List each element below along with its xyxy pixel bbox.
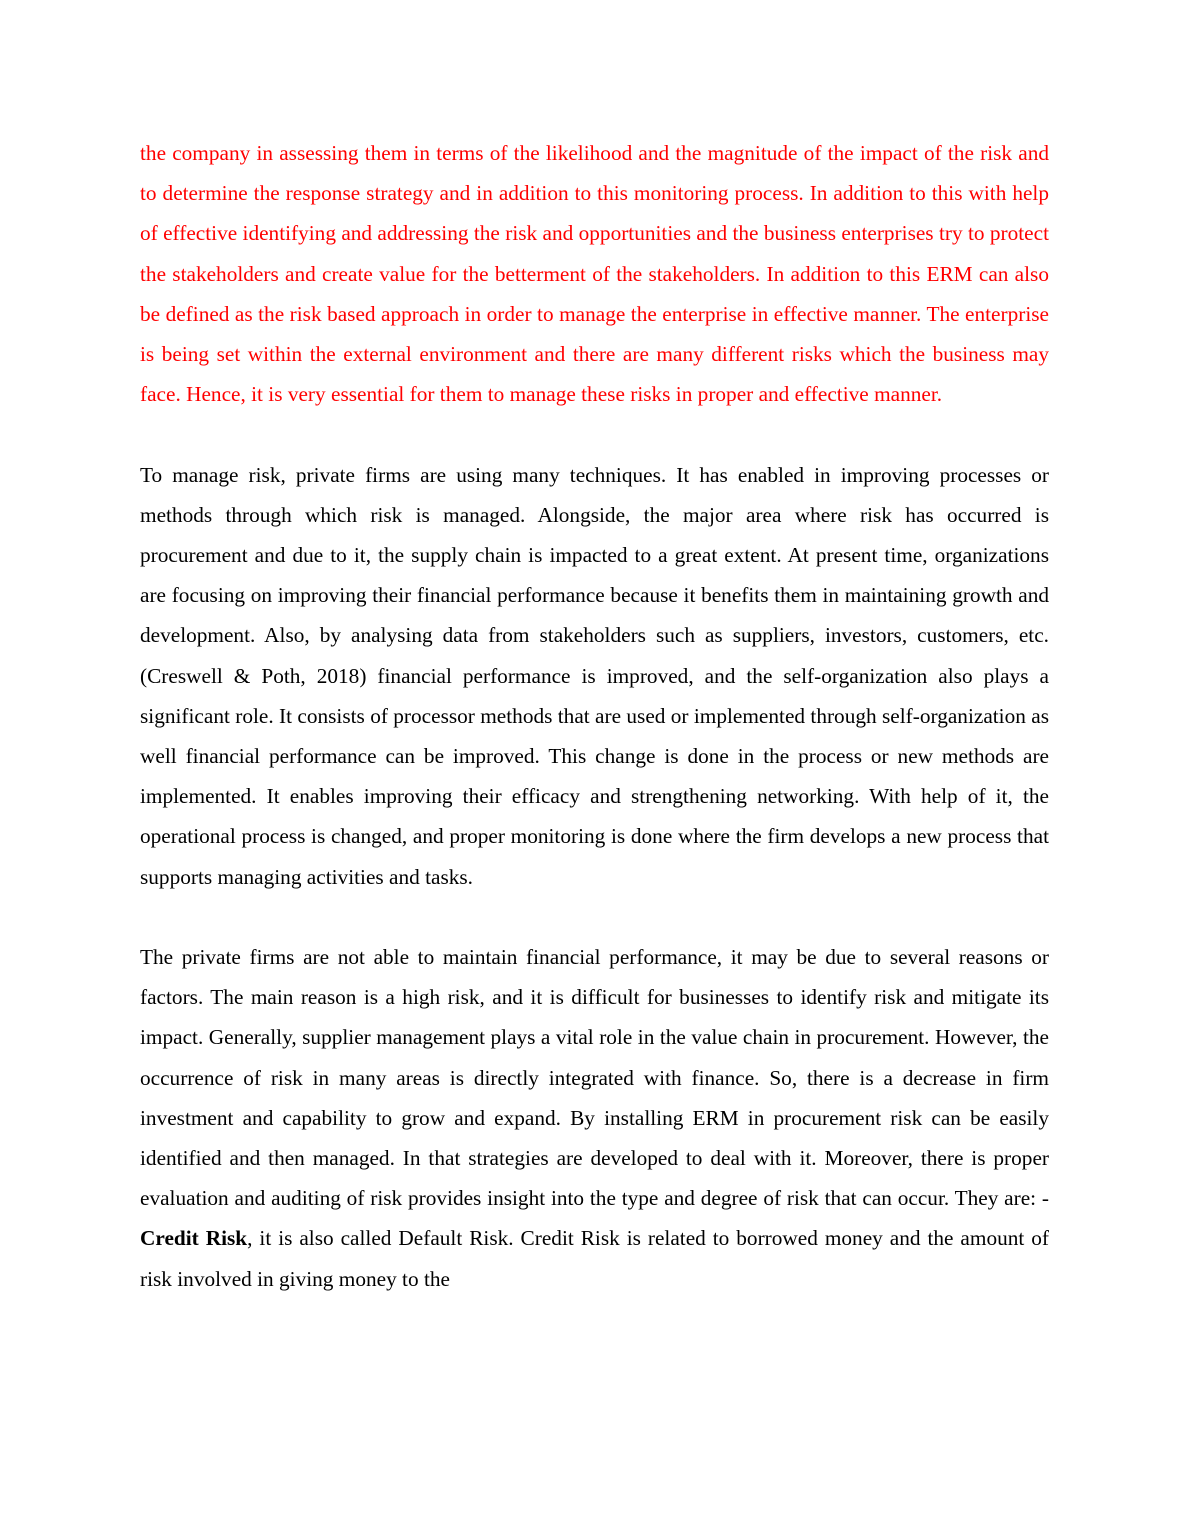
paragraph-text-after: , it is also called Default Risk. Credit Risk is related to borrowed money and the amount of risk involved in giving money to the bbox=[140, 1226, 1049, 1291]
paragraph-managing-risk: To manage risk, private firms are using many techniques. It has enabled in improving processes or methods through which risk is managed. Alongside, the major area where risk has occurred is procurement and due to it, the supply chain is impacted to a great extent. At present time, organizations are focusing on improving their financial performance because it benefits them in maintaining growth and development. Also, by analysing data from stakeholders such as suppliers, investors, customers, etc. (Creswell & Poth, 2018) financial performance is improved, and the self-organization also plays a significant role. It consists of processor methods that are used or implemented through self-organization as well financial performance can be improved. This change is done in the process or new methods are implemented. It enables improving their efficacy and strengthening networking. With help of it, the operational process is changed, and proper monitoring is done where the firm develops a new process that supports managing activities and tasks. bbox=[140, 462, 1049, 889]
paragraph-erm-definition: the company in assessing them in terms of the likelihood and the magnitude of the impact of the risk and to determine the response strategy and in addition to this monitoring process. In addition to this with help of effective identifying and addressing the risk and opportunities and the business enterprises try to protect the stakeholders and create value for the betterment of the stakeholders. In addition to this ERM can also be defined as the risk based approach in order to manage the enterprise in effective manner. The enterprise is being set within the external environment and there are many different risks which the business may face. Hence, it is very essential for them to manage these risks in proper and effective manner. bbox=[140, 141, 1049, 407]
document-page bbox=[140, 133, 1049, 1299]
credit-risk-term: Credit Risk bbox=[140, 1226, 248, 1251]
paragraph-text-before: The private firms are not able to maintain financial performance, it may be due to several reasons or factors. The main reason is a high risk, and it is difficult for businesses to identify risk and mitigate its impact. Generally, supplier management plays a vital role in the value chain in procurement. However, the occurrence of risk in many areas is directly integrated with finance. So, there is a decrease in firm investment and capability to grow and expand. By installing ERM in procurement risk can be easily identified and then managed. In that strategies are developed to deal with it. Moreover, there is proper evaluation and auditing of risk provides insight into the type and degree of risk that can occur. They are: - bbox=[140, 945, 1049, 1211]
paragraph-financial-performance bbox=[140, 937, 1049, 1299]
